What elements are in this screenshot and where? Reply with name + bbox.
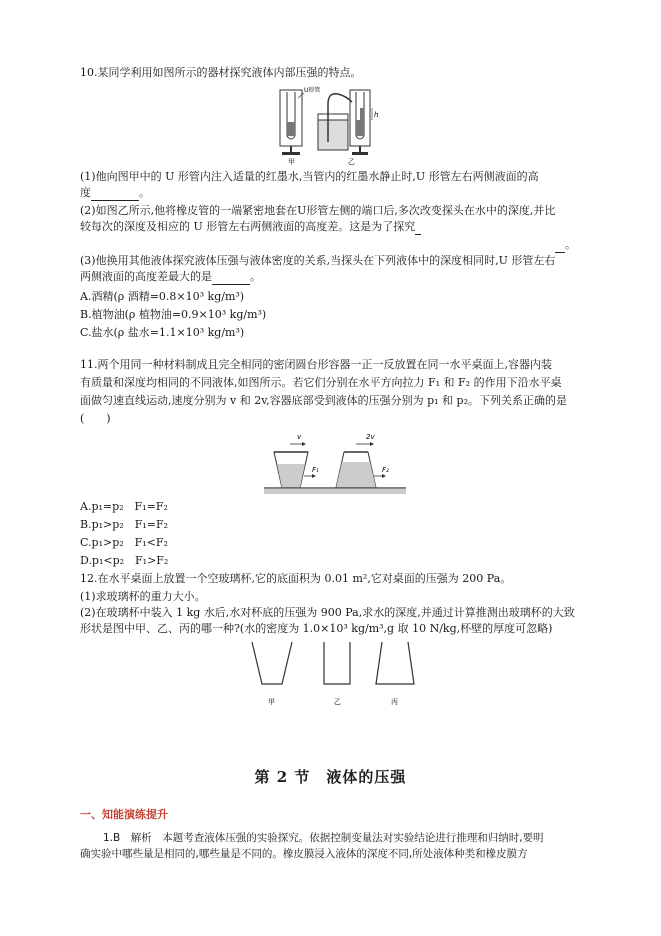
q11-option-d: D.p₁<p₂ F₁>F₂ (80, 554, 169, 567)
q10-p3-line2 (80, 270, 261, 285)
answer-blank (415, 220, 421, 235)
q10-p1-line2 (80, 186, 150, 201)
q12-line2: (1)求玻璃杯的重力大小。 (80, 590, 206, 603)
q10-p1c: 。 (139, 186, 150, 199)
answer-blank (212, 270, 250, 285)
q11-figure (260, 430, 410, 498)
subheading: 一、知能演练提升 (80, 808, 168, 821)
q10-option-b: B.植物油(ρ 植物油=0.9×10³ kg/m³) (80, 308, 267, 321)
q10-p1a: (1)他向图甲中的 U 形管内注入适量的红墨水,当管内的红墨水静止时,U 形管左右两侧液面的高 (80, 170, 539, 183)
section-title: 第 2 节 液体的压强 (254, 768, 407, 786)
q11-option-a: A.p₁=p₂ F₁=F₂ (80, 500, 168, 513)
q10-p2-line3 (555, 238, 576, 253)
q10-stem: 10.某同学利用如图所示的器材探究液体内部压强的特点。 (80, 66, 362, 79)
q12-line1: 12.在水平桌面上放置一个空玻璃杯,它的底面积为 0.01 m²,它对桌面的压强为 200 Pa。 (80, 572, 512, 585)
q12-line4: 形状是图中甲、乙、丙的哪一种?(水的密度为 1.0×10³ kg/m³,g 取 10 N/kg,杯壁的厚度可忽略) (80, 622, 553, 635)
q11-line4: ( ) (80, 412, 111, 425)
answer-blank (555, 238, 565, 253)
cup-jia (252, 642, 292, 684)
fig-label-bing: 丙 (391, 698, 398, 706)
q12-figure (248, 638, 418, 710)
container-upright (336, 452, 376, 488)
cup-bing (376, 642, 414, 684)
q11-option-b: B.p₁>p₂ F₁=F₂ (80, 518, 168, 531)
q11-line2: 有质量和深度均相同的不同液体,如图所示。若它们分别在水平方向拉力 F₁ 和 F₂ 的作用下沿水平桌 (80, 376, 562, 389)
beaker-apparatus-b (318, 90, 372, 155)
q10-p3a: (3)他换用其他液体探究液体压强与液体密度的关系,当探头在下列液体中的深度相同时,U 形管左右 (80, 254, 556, 267)
q10-p3b: 两侧液面的高度差最大的是 (80, 270, 212, 283)
cup-yi (324, 642, 350, 684)
fig-label-jia: 甲 (268, 698, 275, 706)
q10-p2-line2 (80, 220, 421, 235)
fig-label-2v: 2v (366, 433, 375, 441)
q10-p1b: 度 (80, 186, 91, 199)
q10-p2b: 较每次的深度及相应的 U 形管左右两侧液面的高度差。这是为了探究 (80, 220, 416, 233)
q11-line1: 11.两个用同一种材料制成且完全相同的密闭圆台形容器一正一反放置在同一水平桌面上,容器内装 (80, 358, 552, 371)
q12-line3: (2)在玻璃杯中装入 1 kg 水后,水对杯底的压强为 900 Pa,求水的深度,并通过计算推测出玻璃杯的大致 (80, 606, 575, 619)
fig-label-h: h (374, 111, 379, 119)
answer-line1: 1.B 解析 本题考查液体压强的实验探究。依据控制变量法对实验结论进行推理和归纳时,要明 (103, 832, 544, 844)
container-inverted (274, 452, 308, 488)
q10-p2c: 。 (565, 238, 576, 251)
answer-line2: 确实验中哪些量是相同的,哪些量是不同的。橡皮膜浸入液体的深度不同,所处液体种类和橡皮膜方 (80, 848, 528, 860)
q10-figure (268, 84, 383, 166)
q11-line3: 面做匀速直线运动,速度分别为 v 和 2v,容器底部受到液体的压强分别为 p₁ 和 p₂。下列关系正确的是 (80, 394, 567, 407)
fig-label-f1: F₁ (312, 466, 319, 474)
fig-label-u-tube: U形管 (304, 87, 321, 94)
fig-label-yi: 乙 (334, 698, 341, 706)
q11-option-c: C.p₁>p₂ F₁<F₂ (80, 536, 168, 549)
answer-blank (91, 186, 139, 201)
fig-label-v: v (297, 433, 302, 441)
fig-label-yi: 乙 (348, 158, 355, 166)
fig-label-jia: 甲 (288, 158, 295, 166)
fig-label-f2: F₂ (382, 466, 389, 474)
u-tube-apparatus-a (280, 90, 302, 155)
q10-p2a: (2)如图乙所示,他将橡皮管的一端紧密地套在U形管左侧的端口后,多次改变探头在水中的深度,并比 (80, 204, 556, 217)
q10-option-a: A.酒精(ρ 酒精=0.8×10³ kg/m³) (80, 290, 245, 303)
q10-p3c: 。 (250, 270, 261, 283)
q10-option-c: C.盐水(ρ 盐水=1.1×10³ kg/m³) (80, 326, 245, 339)
